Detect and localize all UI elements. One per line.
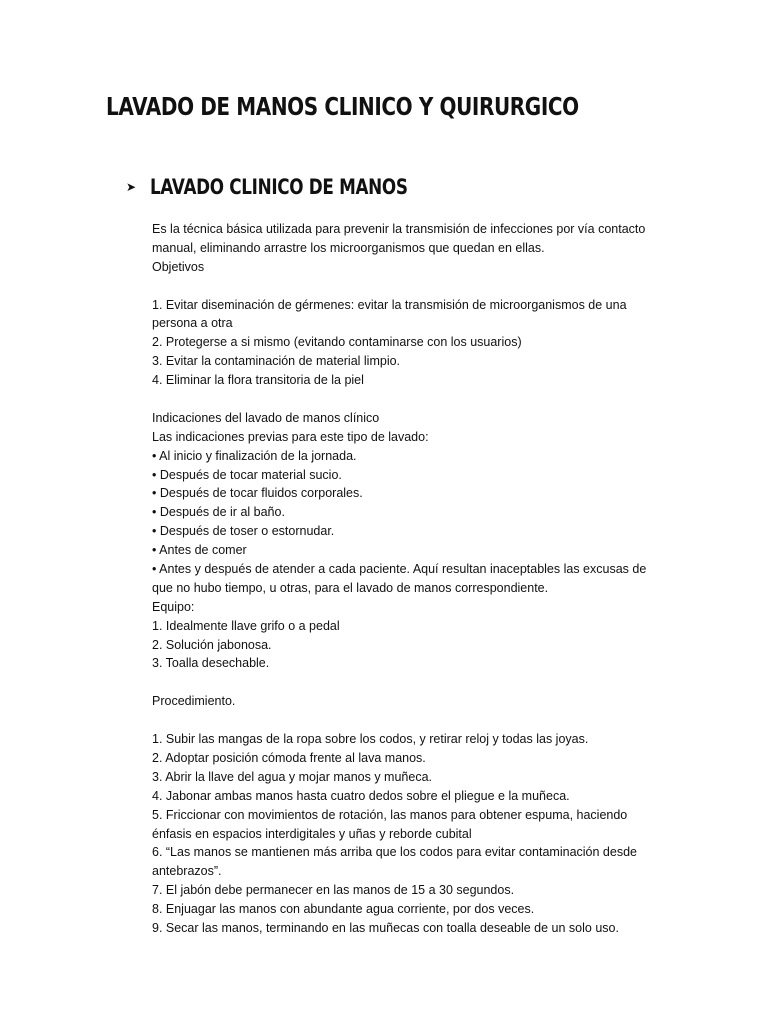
procedimiento-heading: Procedimiento.: [152, 694, 236, 709]
equipo-item: 2. Solución jabonosa.: [152, 637, 272, 652]
document-title: LAVADO DE MANOS CLINICO Y QUIRURGICO: [106, 92, 579, 121]
document-body: [152, 220, 662, 938]
spacer: [152, 711, 662, 730]
procedimiento-step: 8. Enjuagar las manos con abundante agua corriente, por dos veces.: [152, 902, 535, 917]
spacer: [152, 390, 662, 409]
indicacion-item: • Antes y después de atender a cada paciente. Aquí resultan inaceptables las excusas de: [152, 562, 647, 577]
arrow-bullet-icon: ➤: [126, 180, 137, 194]
indicacion-item: • Después de tocar material sucio.: [152, 467, 342, 482]
procedimiento-step: 2. Adoptar posición cómoda frente al lava manos.: [152, 750, 426, 765]
indicacion-item: que no hubo tiempo, u otras, para el lavado de manos correspondiente.: [152, 580, 549, 595]
spacer: [152, 673, 662, 692]
objetivo-item: persona a otra: [152, 316, 233, 331]
procedimiento-step: 4. Jabonar ambas manos hasta cuatro dedos sobre el pliegue e la muñeca.: [152, 788, 570, 803]
intro-line: Es la técnica básica utilizada para prevenir la transmisión de infecciones por vía contacto: [152, 222, 646, 236]
equipo-item: 3. Toalla desechable.: [152, 656, 270, 671]
indicaciones-subheading: Las indicaciones previas para este tipo de lavado:: [152, 429, 429, 444]
intro-line: manual, eliminando arrastre los microorganismos que quedan en ellas.: [152, 240, 545, 255]
objetivo-item: 1. Evitar diseminación de gérmenes: evitar la transmisión de microorganismos de una: [152, 297, 627, 312]
spacer: [152, 277, 662, 296]
indicacion-item: • Después de tocar fluidos corporales.: [152, 486, 363, 501]
procedimiento-step: antebrazos”.: [152, 864, 222, 879]
indicacion-item: • Después de ir al baño.: [152, 505, 285, 520]
equipo-heading: Equipo:: [152, 599, 195, 614]
section-title: LAVADO CLINICO DE MANOS: [150, 175, 408, 199]
procedimiento-step: 9. Secar las manos, terminando en las muñecas con toalla deseable de un solo uso.: [152, 920, 619, 935]
indicaciones-heading: Indicaciones del lavado de manos clínico: [152, 410, 380, 425]
procedimiento-step: 1. Subir las mangas de la ropa sobre los codos, y retirar reloj y todas las joyas.: [152, 732, 589, 747]
procedimiento-step: 7. El jabón debe permanecer en las manos de 15 a 30 segundos.: [152, 883, 515, 898]
indicacion-item: • Antes de comer: [152, 543, 247, 558]
objetivo-item: 2. Protegerse a si mismo (evitando contaminarse con los usuarios): [152, 335, 522, 350]
objetivo-item: 3. Evitar la contaminación de material limpio.: [152, 354, 401, 369]
objetivos-heading: Objetivos: [152, 259, 205, 274]
procedimiento-step: énfasis en espacios interdigitales y uñas y reborde cubital: [152, 826, 472, 841]
indicacion-item: • Al inicio y finalización de la jornada.: [152, 448, 357, 463]
procedimiento-step: 6. “Las manos se mantienen más arriba que los codos para evitar contaminación desde: [152, 845, 637, 860]
procedimiento-step: 3. Abrir la llave del agua y mojar manos y muñeca.: [152, 769, 432, 784]
section-heading: [126, 175, 472, 199]
equipo-item: 1. Idealmente llave grifo o a pedal: [152, 618, 340, 633]
indicacion-item: • Después de toser o estornudar.: [152, 524, 335, 539]
procedimiento-step: 5. Friccionar con movimientos de rotación, las manos para obtener espuma, haciendo: [152, 807, 628, 822]
objetivo-item: 4. Eliminar la flora transitoria de la piel: [152, 373, 364, 388]
